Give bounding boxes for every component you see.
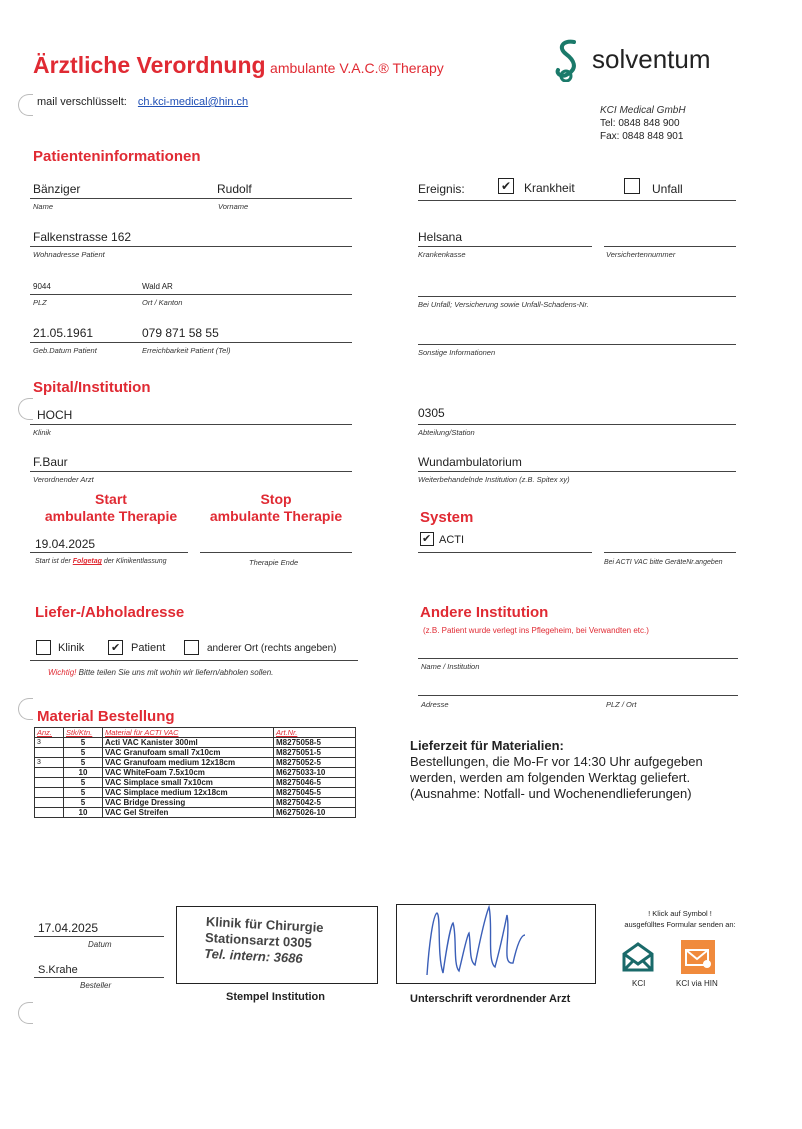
- krankenkasse-label: Krankenkasse: [418, 250, 466, 259]
- cell-stk: 5: [64, 748, 103, 758]
- besteller-value[interactable]: S.Krahe: [38, 964, 78, 976]
- krankenkasse-value[interactable]: Helsana: [418, 230, 463, 244]
- cell-artnr: M8275042-5: [274, 798, 356, 808]
- table-row: [35, 768, 356, 778]
- punch-hole: [18, 698, 33, 720]
- stamp-box[interactable]: [176, 906, 378, 984]
- company-tel: Tel: 0848 848 900: [600, 118, 680, 129]
- patient-tel-value[interactable]: 079 871 58 55: [142, 326, 219, 340]
- company-block: [600, 104, 720, 143]
- patient-dob-value[interactable]: 21.05.1961: [33, 326, 94, 340]
- acti-checkbox[interactable]: [420, 532, 434, 546]
- table-row: [35, 788, 356, 798]
- ereignis-label: Ereignis:: [418, 182, 465, 196]
- cell-artnr: M8275051-5: [274, 748, 356, 758]
- unfall-label: Unfall: [652, 182, 683, 196]
- cell-artnr: M8275052-5: [274, 758, 356, 768]
- divider: [34, 936, 164, 937]
- cell-anz[interactable]: 3: [35, 738, 64, 748]
- signature-icon: [397, 905, 593, 981]
- divider: [30, 246, 352, 247]
- section-material: Material Bestellung: [37, 708, 175, 725]
- envelope-icon: [620, 940, 656, 974]
- cell-material: VAC Simplace small 7x10cm: [103, 778, 274, 788]
- send-instructions: ! Klick auf Symbol ! ausgefülltes Formular senden an:: [624, 909, 736, 929]
- klinik-value[interactable]: HOCH: [37, 408, 73, 422]
- table-row: [35, 748, 356, 758]
- form-subtitle: ambulante V.A.C.® Therapy: [270, 60, 444, 76]
- table-row: [35, 778, 356, 788]
- section-system: System: [420, 509, 474, 526]
- cell-anz[interactable]: [35, 798, 64, 808]
- check-icon: ✔: [111, 642, 121, 654]
- unterschrift-label: Unterschrift verordnender Arzt: [410, 993, 571, 1005]
- cell-stk: 5: [64, 778, 103, 788]
- divider: [34, 977, 164, 978]
- andere-adresse-label: Adresse: [421, 700, 449, 709]
- cell-artnr: M6275026-10: [274, 808, 356, 818]
- cell-material: VAC Granufoam small 7x10cm: [103, 748, 274, 758]
- patient-vorname-label: Vorname: [218, 202, 249, 211]
- brand-name: solventum: [592, 44, 711, 74]
- header-anz: Anz.: [35, 728, 64, 738]
- andere-hint: (z.B. Patient wurde verlegt ins Pflegeheim, bei Verwandten etc.): [423, 626, 649, 635]
- divider: [30, 424, 352, 425]
- patient-vorname-value[interactable]: Rudolf: [217, 182, 252, 196]
- material-table: [34, 727, 356, 818]
- andere-name-label: Name / Institution: [421, 662, 480, 671]
- check-icon: ✔: [501, 179, 512, 193]
- cell-material: VAC Simplace medium 12x18cm: [103, 788, 274, 798]
- arzt-value[interactable]: F.Baur: [33, 455, 68, 469]
- cell-material: VAC WhiteFoam 7.5x10cm: [103, 768, 274, 778]
- kci-hin-mail-button[interactable]: [681, 940, 715, 974]
- kci-hin-label: KCI via HIN: [676, 979, 718, 988]
- krankheit-checkbox[interactable]: [498, 178, 514, 194]
- patient-address-label: Wohnadresse Patient: [33, 250, 105, 259]
- stop-heading: Stop ambulante Therapie: [209, 491, 343, 524]
- cell-anz[interactable]: [35, 808, 64, 818]
- sonstige-label: Sonstige Informationen: [418, 348, 496, 357]
- divider: [418, 200, 736, 201]
- cell-artnr: M8275058-5: [274, 738, 356, 748]
- divider: [418, 246, 592, 247]
- start-note: Start ist der Folgetag der Klinikentlassung: [35, 558, 167, 565]
- acti-label: ACTI: [439, 534, 465, 546]
- cell-stk: 5: [64, 798, 103, 808]
- table-row: [35, 738, 356, 748]
- header-stk: Stk/Ktn.: [64, 728, 103, 738]
- patient-name-value[interactable]: Bänziger: [33, 182, 81, 196]
- cell-anz[interactable]: 3: [35, 758, 64, 768]
- lieferung-klinik-label: Klinik: [58, 642, 85, 654]
- form-title: Ärztliche Verordnung ambulante V.A.C.® Therapy: [33, 52, 444, 78]
- lieferzeit-block: [410, 738, 790, 802]
- cell-artnr: M8275045-5: [274, 788, 356, 798]
- header-artnr: Art.Nr.: [274, 728, 356, 738]
- signature-box[interactable]: [396, 904, 596, 984]
- datum-label: Datum: [88, 940, 112, 949]
- table-row: [35, 758, 356, 768]
- table-row: [35, 798, 356, 808]
- unfall-checkbox[interactable]: [624, 178, 640, 194]
- cell-stk: 5: [64, 758, 103, 768]
- divider: [30, 471, 352, 472]
- divider: [30, 660, 358, 661]
- divider: [418, 471, 736, 472]
- section-spital: Spital/Institution: [33, 379, 151, 396]
- solventum-logo: [552, 38, 742, 86]
- start-heading: Start ambulante Therapie: [44, 491, 178, 524]
- patient-dob-label: Geb.Datum Patient: [33, 346, 97, 355]
- patient-tel-label: Erreichbarkeit Patient (Tel): [142, 346, 231, 355]
- check-icon: ✔: [422, 533, 432, 545]
- divider: [418, 296, 736, 297]
- weiter-value[interactable]: Wundambulatorium: [418, 455, 522, 469]
- lieferung-anderer-label: anderer Ort (rechts angeben): [207, 643, 337, 654]
- cell-stk: 10: [64, 768, 103, 778]
- cell-material: Acti VAC Kanister 300ml: [103, 738, 274, 748]
- cell-stk: 10: [64, 808, 103, 818]
- cell-anz[interactable]: [35, 778, 64, 788]
- divider: [418, 424, 736, 425]
- divider: [30, 552, 188, 553]
- section-lieferung: Liefer-/Abholadresse: [35, 604, 185, 621]
- divider: [418, 695, 738, 696]
- patient-plz-value[interactable]: 9044: [33, 282, 51, 291]
- cell-anz[interactable]: [35, 748, 64, 758]
- section-patient: Patienteninformationen: [33, 148, 201, 165]
- email-link[interactable]: ch.kci-medical@hin.ch: [137, 96, 249, 108]
- company-name: KCI Medical GmbH: [600, 105, 686, 116]
- solventum-s-icon: [552, 38, 582, 82]
- lieferung-patient-label: Patient: [131, 642, 166, 654]
- wichtig-note: Wichtig! Bitte teilen Sie uns mit wohin wir liefern/abholen sollen.: [48, 668, 274, 677]
- kci-label: KCI: [632, 979, 646, 988]
- abteilung-label: Abteilung/Station: [418, 428, 475, 437]
- cell-anz[interactable]: [35, 768, 64, 778]
- lieferung-klinik-checkbox[interactable]: [36, 640, 51, 655]
- cell-artnr: M6275033-10: [274, 768, 356, 778]
- patient-name-label: Name: [33, 202, 54, 211]
- divider: [604, 552, 736, 553]
- versichertennummer-label: Versichertennummer: [606, 250, 676, 259]
- besteller-label: Besteller: [80, 981, 112, 990]
- stamp: Klinik für Chirurgie Stationsarzt 0305 Tel. intern: 3686: [203, 913, 324, 967]
- lieferzeit-line: (Ausnahme: Notfall- und Wochenendlieferungen): [410, 786, 692, 801]
- divider: [30, 342, 352, 343]
- patient-ort-label: Ort / Kanton: [142, 298, 183, 307]
- email-row: [37, 96, 248, 108]
- geraet-label: Bei ACTI VAC bitte GeräteNr.angeben: [604, 559, 723, 566]
- punch-hole: [18, 1002, 33, 1024]
- unfall-info-label: Bei Unfall; Versicherung sowie Unfall-Schadens-Nr.: [418, 300, 589, 309]
- start-date-value[interactable]: 19.04.2025: [35, 537, 96, 551]
- divider: [30, 198, 352, 199]
- email-label: mail verschlüsselt:: [37, 96, 127, 108]
- krankheit-label: Krankheit: [524, 181, 575, 195]
- andere-plz-label: PLZ / Ort: [606, 700, 637, 709]
- cell-material: VAC Bridge Dressing: [103, 798, 274, 808]
- divider: [418, 552, 592, 553]
- header-material: Material für ACTI VAC: [103, 728, 274, 738]
- lieferung-patient-checkbox[interactable]: [108, 640, 123, 655]
- lieferzeit-title: Lieferzeit für Materialien:: [410, 738, 564, 753]
- divider: [418, 344, 736, 345]
- divider: [200, 552, 352, 553]
- lieferzeit-line: Bestellungen, die Mo-Fr vor 14:30 Uhr aufgegeben: [410, 754, 703, 769]
- cell-anz[interactable]: [35, 788, 64, 798]
- weiter-label: Weiterbehandelnde Institution (z.B. Spitex xy): [418, 475, 570, 484]
- divider: [30, 294, 352, 295]
- lieferzeit-line: werden, werden am folgenden Werktag geliefert.: [410, 770, 691, 785]
- table-row: [35, 808, 356, 818]
- kci-mail-button[interactable]: [620, 940, 656, 974]
- cell-stk: 5: [64, 738, 103, 748]
- abteilung-value[interactable]: 0305: [418, 406, 445, 420]
- company-fax: Fax: 0848 848 901: [600, 131, 684, 142]
- cell-material: VAC Granufoam medium 12x18cm: [103, 758, 274, 768]
- patient-ort-value[interactable]: Wald AR: [142, 282, 173, 291]
- arzt-label: Verordnender Arzt: [33, 475, 94, 484]
- datum-value[interactable]: 17.04.2025: [38, 921, 99, 935]
- punch-hole: [18, 398, 33, 420]
- divider: [604, 246, 736, 247]
- table-header-row: [35, 728, 356, 738]
- envelope-icon: [681, 940, 715, 974]
- stempel-label: Stempel Institution: [226, 991, 325, 1003]
- therapie-ende-label: Therapie Ende: [249, 558, 299, 567]
- section-andere: Andere Institution: [420, 604, 549, 621]
- klinik-label: Klinik: [33, 428, 51, 437]
- patient-plz-label: PLZ: [33, 298, 47, 307]
- divider: [418, 658, 738, 659]
- patient-address-value[interactable]: Falkenstrasse 162: [33, 230, 132, 244]
- cell-material: VAC Gel Streifen: [103, 808, 274, 818]
- lieferung-anderer-checkbox[interactable]: [184, 640, 199, 655]
- cell-artnr: M8275046-5: [274, 778, 356, 788]
- cell-stk: 5: [64, 788, 103, 798]
- punch-hole: [18, 94, 33, 116]
